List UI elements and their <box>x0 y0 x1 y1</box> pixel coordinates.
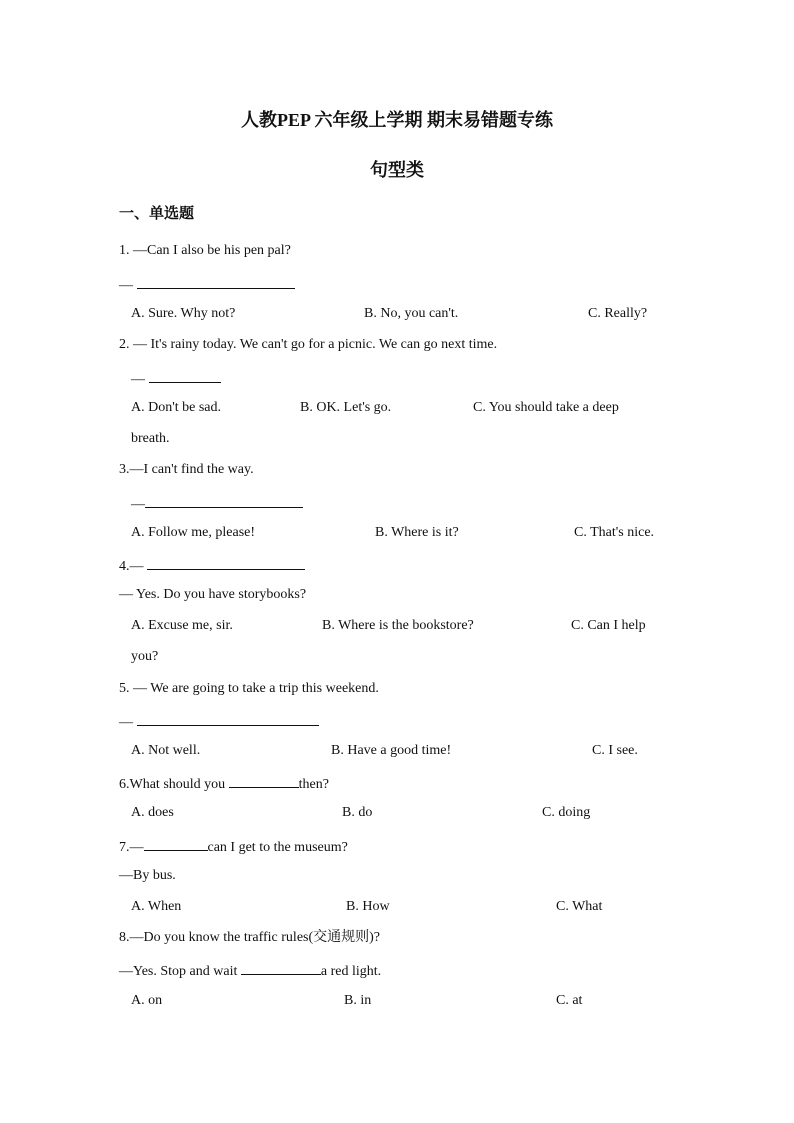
answer-blank <box>241 960 321 975</box>
question-4-option-c-cont: you? <box>131 649 159 664</box>
question-3-option-b: B. Where is it? <box>375 525 459 540</box>
answer-blank <box>149 368 221 383</box>
question-5-option-b: B. Have a good time! <box>331 743 452 758</box>
question-5-stem: 5. — We are going to take a trip this weekend. <box>119 681 379 696</box>
reply-prefix: — <box>131 372 145 387</box>
question-2-option-a: A. Don't be sad. <box>131 400 222 415</box>
question-8-option-a: A. on <box>131 993 163 1008</box>
question-1-stem: 1. —Can I also be his pen pal? <box>119 243 291 258</box>
stem-before: 7.— <box>119 840 144 855</box>
question-1-option-c: C. Really? <box>588 306 648 321</box>
page-subtitle: 句型类 <box>370 160 424 180</box>
question-5-reply <box>119 711 319 732</box>
question-2-reply <box>131 368 221 389</box>
question-4-option-c: C. Can I help <box>571 618 646 633</box>
question-7-option-a: A. When <box>131 899 182 914</box>
reply-prefix: — <box>119 715 133 730</box>
question-1-option-a: A. Sure. Why not? <box>131 306 236 321</box>
question-2-option-c-cont: breath. <box>131 431 170 446</box>
question-4-stem <box>119 555 305 576</box>
question-2-option-b: B. OK. Let's go. <box>300 400 392 415</box>
question-3-stem: 3.—I can't find the way. <box>119 462 254 477</box>
question-5-option-c: C. I see. <box>592 743 638 758</box>
question-4-reply: — Yes. Do you have storybooks? <box>119 587 307 602</box>
question-4-option-a: A. Excuse me, sir. <box>131 618 233 633</box>
stem-before: 6.What should you <box>119 777 226 792</box>
answer-blank <box>144 836 208 851</box>
question-7-option-c: C. What <box>556 899 603 914</box>
question-3-reply <box>131 493 303 514</box>
question-6-option-a: A. does <box>131 805 174 820</box>
answer-blank <box>137 274 295 289</box>
answer-blank <box>145 493 303 508</box>
question-2-stem: 2. — It's rainy today. We can't go for a picnic. We can go next time. <box>119 337 498 352</box>
question-8-option-c: C. at <box>556 993 583 1008</box>
question-7-reply: —By bus. <box>119 868 176 883</box>
question-4-option-b: B. Where is the bookstore? <box>322 618 474 633</box>
answer-blank <box>147 555 305 570</box>
question-6-stem <box>119 773 329 794</box>
reply-prefix: — <box>119 278 133 293</box>
section-heading: 一、单选题 <box>119 206 195 222</box>
question-3-option-c: C. That's nice. <box>574 525 655 540</box>
reply-after: a red light. <box>320 964 382 979</box>
stem-prefix: 4.— <box>119 559 144 574</box>
question-7-stem <box>119 836 348 857</box>
answer-blank <box>137 711 319 726</box>
question-6-option-c: C. doing <box>542 805 591 820</box>
question-1-reply <box>119 274 295 295</box>
stem-after: then? <box>298 777 329 792</box>
answer-blank <box>229 773 299 788</box>
question-8-stem: 8.—Do you know the traffic rules(交通规则)? <box>119 930 381 945</box>
question-6-option-b: B. do <box>342 805 373 820</box>
question-8-reply <box>119 960 381 981</box>
question-7-option-b: B. How <box>346 899 390 914</box>
stem-after: can I get to the museum? <box>207 840 348 855</box>
question-3-option-a: A. Follow me, please! <box>131 525 256 540</box>
reply-before: —Yes. Stop and wait <box>119 964 238 979</box>
question-1-option-b: B. No, you can't. <box>364 306 459 321</box>
page-title: 人教PEP 六年级上学期 期末易错题专练 <box>240 110 553 130</box>
question-2-option-c: C. You should take a deep <box>473 400 619 415</box>
question-8-option-b: B. in <box>344 993 372 1008</box>
reply-prefix: — <box>131 497 145 512</box>
question-5-option-a: A. Not well. <box>131 743 201 758</box>
